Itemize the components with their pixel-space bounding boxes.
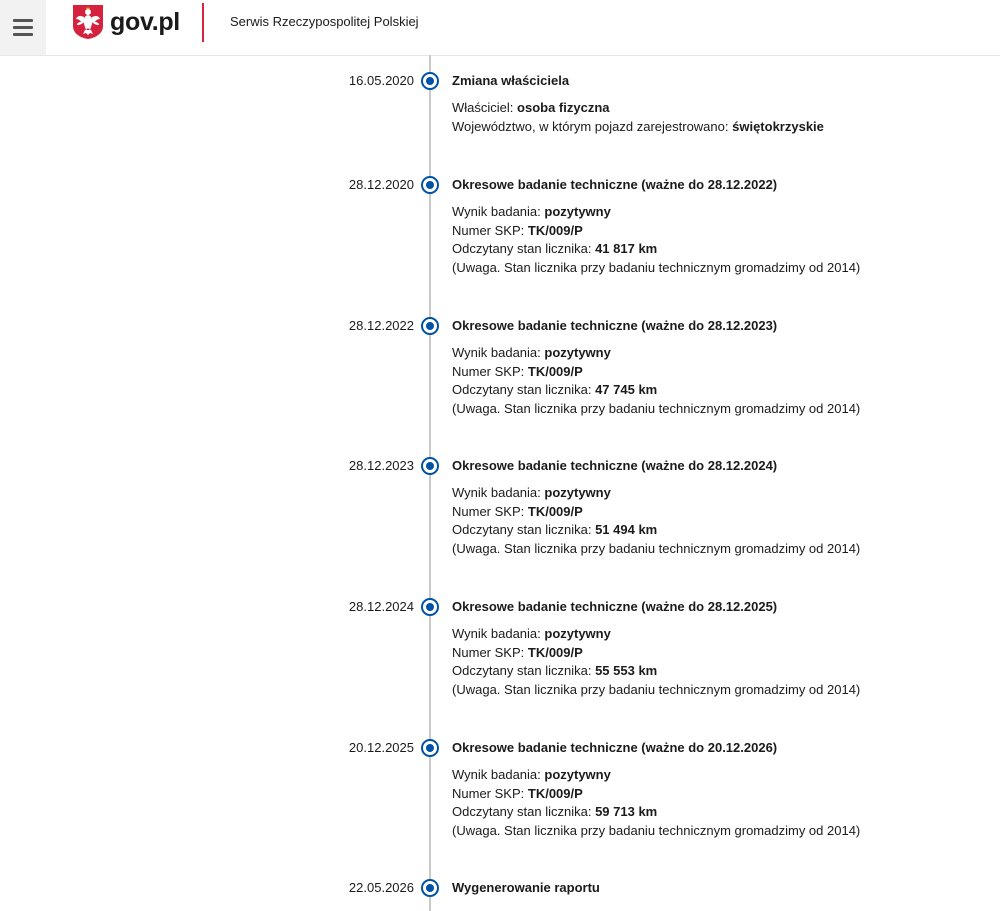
entry-date: 22.05.2026 bbox=[348, 880, 414, 895]
skp-label: Numer SKP: bbox=[452, 785, 525, 801]
entry-title: Okresowe badanie techniczne (ważne do 28.12.2024) bbox=[452, 458, 778, 473]
skp-label: Numer SKP: bbox=[452, 222, 525, 238]
skp-value: TK/009/P bbox=[527, 363, 583, 379]
skp-label: Numer SKP: bbox=[452, 644, 525, 660]
entry-details bbox=[452, 99, 824, 136]
logo-text: gov.pl bbox=[110, 7, 180, 36]
timeline-dot-icon bbox=[421, 739, 439, 757]
odometer-note: (Uwaga. Stan licznika przy badaniu technicznym gromadzimy od 2014) bbox=[452, 540, 861, 556]
timeline-dot-icon bbox=[421, 176, 439, 194]
odometer-label: Odczytany stan licznika: bbox=[452, 663, 592, 678]
govpl-logo-link[interactable] bbox=[72, 3, 180, 41]
entry-date: 28.12.2023 bbox=[348, 458, 414, 473]
odometer-value: 47 745 km bbox=[595, 382, 658, 397]
skp-value: TK/009/P bbox=[527, 503, 583, 519]
owner-label: Właściciel: bbox=[452, 100, 514, 115]
hamburger-menu-icon bbox=[13, 19, 33, 22]
service-name: Serwis Rzeczypospolitej Polskiej bbox=[230, 14, 419, 29]
menu-button[interactable] bbox=[0, 0, 46, 55]
timeline-dot-icon bbox=[421, 879, 439, 897]
result-label: Wynik badania: bbox=[452, 485, 541, 500]
result-label: Wynik badania: bbox=[452, 626, 541, 641]
timeline-dot-icon bbox=[421, 317, 439, 335]
result-value: pozytywny bbox=[544, 626, 611, 641]
entry-details bbox=[452, 625, 860, 699]
entry-title: Zmiana właściciela bbox=[452, 73, 570, 88]
odometer-label: Odczytany stan licznika: bbox=[452, 382, 592, 397]
odometer-label: Odczytany stan licznika: bbox=[452, 804, 592, 819]
odometer-note: (Uwaga. Stan licznika przy badaniu technicznym gromadzimy od 2014) bbox=[452, 400, 861, 416]
region-value: świętokrzyskie bbox=[732, 118, 824, 134]
odometer-label: Odczytany stan licznika: bbox=[452, 241, 592, 256]
entry-date: 16.05.2020 bbox=[348, 73, 414, 88]
entry-title: Okresowe badanie techniczne (ważne do 28.12.2023) bbox=[452, 318, 778, 333]
result-value: pozytywny bbox=[544, 345, 611, 360]
odometer-note: (Uwaga. Stan licznika przy badaniu technicznym gromadzimy od 2014) bbox=[452, 681, 861, 697]
entry-date: 28.12.2020 bbox=[348, 177, 414, 192]
odometer-note: (Uwaga. Stan licznika przy badaniu technicznym gromadzimy od 2014) bbox=[452, 822, 861, 838]
result-value: pozytywny bbox=[544, 767, 611, 782]
entry-title: Wygenerowanie raportu bbox=[452, 880, 600, 895]
result-value: pozytywny bbox=[544, 204, 611, 219]
site-header bbox=[0, 0, 1000, 56]
entry-title: Okresowe badanie techniczne (ważne do 20.12.2026) bbox=[452, 740, 778, 755]
timeline-dot-icon bbox=[421, 72, 439, 90]
odometer-label: Odczytany stan licznika: bbox=[452, 522, 592, 537]
skp-label: Numer SKP: bbox=[452, 503, 525, 519]
odometer-value: 55 553 km bbox=[595, 663, 658, 678]
entry-details bbox=[452, 766, 860, 840]
skp-value: TK/009/P bbox=[527, 222, 583, 238]
entry-details bbox=[452, 344, 860, 418]
entry-title: Okresowe badanie techniczne (ważne do 28.12.2022) bbox=[452, 177, 778, 192]
hamburger-menu-icon bbox=[13, 26, 33, 29]
odometer-value: 41 817 km bbox=[595, 241, 658, 256]
skp-label: Numer SKP: bbox=[452, 363, 525, 379]
result-label: Wynik badania: bbox=[452, 204, 541, 219]
entry-date: 20.12.2025 bbox=[348, 740, 414, 755]
entry-date: 28.12.2022 bbox=[348, 318, 414, 333]
timeline-dot-icon bbox=[421, 457, 439, 475]
hamburger-menu-icon bbox=[13, 33, 33, 36]
entry-details bbox=[452, 203, 860, 277]
header-separator bbox=[202, 3, 204, 42]
region-label: Województwo, w którym pojazd zarejestrowano: bbox=[452, 118, 729, 134]
result-value: pozytywny bbox=[544, 485, 611, 500]
timeline-dot-icon bbox=[421, 598, 439, 616]
result-label: Wynik badania: bbox=[452, 767, 541, 782]
entry-date: 28.12.2024 bbox=[348, 599, 414, 614]
odometer-value: 59 713 km bbox=[595, 804, 658, 819]
polish-eagle-emblem-icon bbox=[72, 4, 104, 40]
odometer-value: 51 494 km bbox=[595, 522, 658, 537]
entry-details bbox=[452, 484, 860, 558]
odometer-note: (Uwaga. Stan licznika przy badaniu technicznym gromadzimy od 2014) bbox=[452, 259, 861, 275]
skp-value: TK/009/P bbox=[527, 785, 583, 801]
owner-value: osoba fizyczna bbox=[517, 100, 610, 115]
entry-title: Okresowe badanie techniczne (ważne do 28.12.2025) bbox=[452, 599, 778, 614]
result-label: Wynik badania: bbox=[452, 345, 541, 360]
skp-value: TK/009/P bbox=[527, 644, 583, 660]
